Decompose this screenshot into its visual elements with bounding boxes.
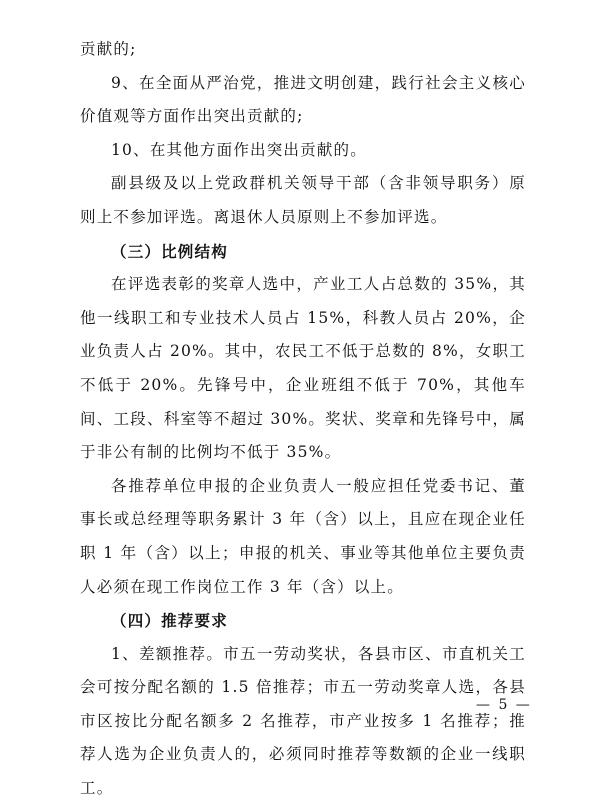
- section-heading-recommendation-requirements: （四）推荐要求: [111, 611, 228, 631]
- paragraph-item-10: 10、在其他方面作出突出贡献的。: [111, 140, 367, 159]
- document-body: [80, 33, 526, 806]
- section-heading-ratio-structure: （三）比例结构: [111, 241, 228, 261]
- paragraph-leader-requirements: 各推荐单位申报的企业负责人一般应担任党委书记、董事长或总经理等职务累计 3 年（含）以上，且应在现企业任职 1 年（含）以上；申报的机关、事业等其他单位主要负责人必须在现工作岗位工作 3 年（含）以上。: [80, 476, 526, 596]
- page-number: — 5 —: [476, 697, 532, 713]
- paragraph-differential-recommendation: 1、差额推荐。市五一劳动奖状，各县市区、市直机关工会可按分配名额的 1.5 倍推荐；市五一劳动奖章人选，各县市区按比分配名额多 2 名推荐，市产业按多 1 名推荐；推荐人选为企业负责人的，必须同时推荐等数额的企业一线职工。: [80, 644, 526, 798]
- paragraph-item-9: 9、在全面从严治党，推进文明创建，践行社会主义核心价值观等方面作出突出贡献的;: [80, 73, 526, 126]
- paragraph-ratio-details: 在评选表彰的奖章人选中，产业工人占总数的 35%，其他一线职工和专业技术人员占 15%，科教人员占 20%，企业负责人占 20%。其中，农民工不低于总数的 8%，女职工不低于 20%。先锋号中，企业班组不低于 70%，其他车间、工段、科室等不超过 30%。奖状、奖章和先锋号中，属于非公有制的比例均不低于 35%。: [80, 275, 526, 462]
- paragraph-eligibility-note: 副县级及以上党政群机关领导干部（含非领导职务）原则上不参加评选。离退休人员原则上不参加评选。: [80, 174, 526, 226]
- paragraph-continuation: 贡献的;: [80, 40, 137, 58]
